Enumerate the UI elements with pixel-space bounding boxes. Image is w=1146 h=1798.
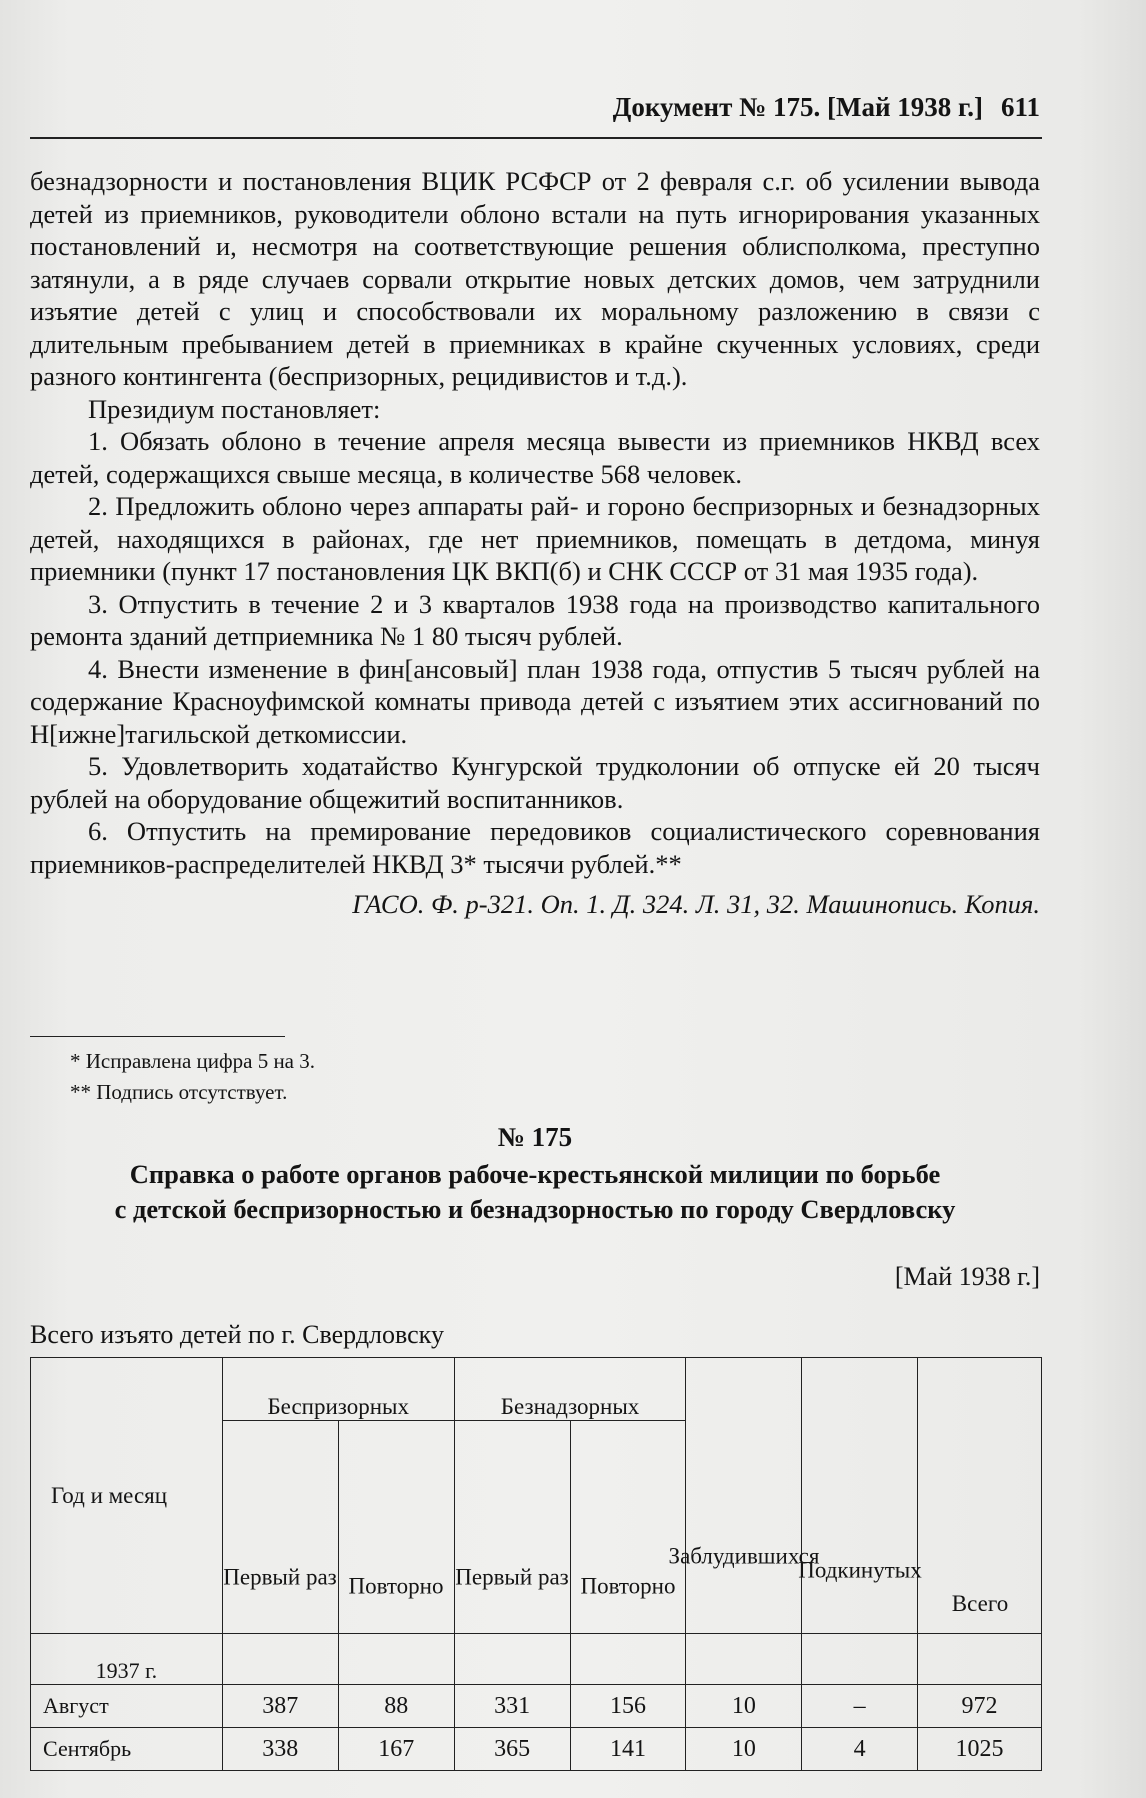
group-header-label: Беспризорных <box>267 1394 409 1419</box>
table-cell <box>338 1634 454 1685</box>
group-header-label: Безнадзорных <box>500 1394 640 1419</box>
year-label-cell <box>31 1634 223 1685</box>
document-number: № 175 <box>497 1122 573 1152</box>
document-title <box>30 1157 1040 1227</box>
footnote-rule <box>30 1036 285 1037</box>
year-label: 1937 г. <box>95 1658 158 1683</box>
body-text <box>30 165 1040 921</box>
table-cell <box>686 1634 802 1685</box>
paragraph: безнадзорности и постановления ВЦИК РСФСР от 2 февраля с.г. об усилении вывода детей из приемников, руководители облоно встали на путь игнорирования указанных постановлений и, несмотря на соответствующие решения облисполкома, преступно затянули, а в ряде случаев сорвали открытие новых детских домов, чем затруднили изъятие детей с улиц и способствовали их моральному разложению в связи с длительным пребыванием детей в приемниках в крайне скученных условиях, среди разного контингента (беспризорных, рецидивистов и т.д.). <box>30 166 1040 391</box>
value-cell: 10 <box>686 1685 802 1728</box>
month-cell: Сентябрь <box>31 1728 223 1771</box>
value-cell: 167 <box>338 1728 454 1771</box>
table-row <box>31 1728 1042 1771</box>
value-cell: 156 <box>570 1685 686 1728</box>
column-header-cell: Заблудившихся <box>686 1358 802 1634</box>
value-cell: – <box>802 1685 918 1728</box>
page-number: 611 <box>1000 92 1040 122</box>
table-cell <box>570 1634 686 1685</box>
document-date: [Май 1938 г.] <box>894 1262 1040 1291</box>
paragraph: Президиум постановляет: <box>88 393 381 424</box>
value-cell: 338 <box>222 1728 338 1771</box>
value-cell: 141 <box>570 1728 686 1771</box>
table-caption: Всего изъято детей по г. Свердловску <box>30 1320 444 1349</box>
table-row <box>31 1685 1042 1728</box>
paragraph: 4. Внести изменение в фин[ансовый] план 1938 года, отпустив 5 тысяч рублей на содержание Красноуфимской комнаты привода детей с изъятием этих ассигнований по Н[ижне]тагильской деткомиссии. <box>30 653 1040 749</box>
footnotes <box>70 1046 315 1108</box>
value-cell: 972 <box>918 1685 1042 1728</box>
paragraph: 3. Отпустить в течение 2 и 3 кварталов 1938 года на производство капитального ремонта зданий детприемника № 1 80 тысяч рублей. <box>30 588 1040 651</box>
paragraph: 1. Обязать облоно в течение апреля месяца вывести из приемников НКВД всех детей, содержащихся свыше месяца, в количестве 568 человек. <box>30 426 1040 489</box>
table-cell <box>802 1634 918 1685</box>
paragraph: 6. Отпустить на премирование передовиков социалистического соревнования приемников-распределителей НКВД 3* тысячи рублей.** <box>30 816 1040 879</box>
header-title: Документ № 175. [Май 1938 г.] <box>612 92 983 122</box>
header-rule <box>30 137 1042 139</box>
column-header-cell: Повторно <box>338 1421 454 1634</box>
document-title-line: Справка о работе органов рабоче-крестьянской милиции по борьбе <box>129 1159 941 1189</box>
value-cell: 387 <box>222 1685 338 1728</box>
footnote: ** Подпись отсутствует. <box>70 1080 288 1104</box>
value-cell: 10 <box>686 1728 802 1771</box>
value-cell: 1025 <box>918 1728 1042 1771</box>
table-cell <box>918 1634 1042 1685</box>
group-header-cell <box>222 1358 454 1421</box>
paragraph: 2. Предложить облоно через аппараты рай- и гороно беспризорных и безнадзорных детей, находящихся в районах, где нет приемников, помещать в детдома, минуя приемники (пункт 17 постановления ЦК ВКП(б) и СНК СССР от 31 мая 1935 года). <box>30 491 1040 586</box>
header-row-groups <box>31 1358 1042 1421</box>
column-header-cell: Подкинутых <box>802 1358 918 1634</box>
column-header-cell: Повторно <box>570 1421 686 1634</box>
value-cell: 365 <box>454 1728 570 1771</box>
column-header-cell: Первый раз <box>222 1421 338 1634</box>
month-cell: Август <box>31 1685 223 1728</box>
row-header-cell <box>31 1358 223 1634</box>
statistics-table <box>30 1357 1042 1771</box>
value-cell: 4 <box>802 1728 918 1771</box>
table-cell <box>454 1634 570 1685</box>
footnote: * Исправлена цифра 5 на 3. <box>70 1049 316 1073</box>
column-header-cell: Первый раз <box>454 1421 570 1634</box>
value-cell: 88 <box>338 1685 454 1728</box>
row-header-label: Год и месяц <box>51 1482 168 1508</box>
paragraph: 5. Удовлетворить ходатайство Кунгурской трудколонии об отпуске ей 20 тысяч рублей на оборудование общежитий воспитанников. <box>30 751 1040 814</box>
document-title-line: с детской беспризорностью и безнадзорностью по городу Свердловску <box>114 1194 956 1224</box>
table-cell <box>222 1634 338 1685</box>
running-header <box>30 92 1040 123</box>
value-cell: 331 <box>454 1685 570 1728</box>
column-header-cell: Всего <box>918 1358 1042 1634</box>
archive-source: ГАСО. Ф. р-321. Оп. 1. Д. 324. Л. 31, 32. Машинопись. Копия. <box>352 889 1040 919</box>
year-row <box>31 1634 1042 1685</box>
group-header-cell <box>454 1358 686 1421</box>
